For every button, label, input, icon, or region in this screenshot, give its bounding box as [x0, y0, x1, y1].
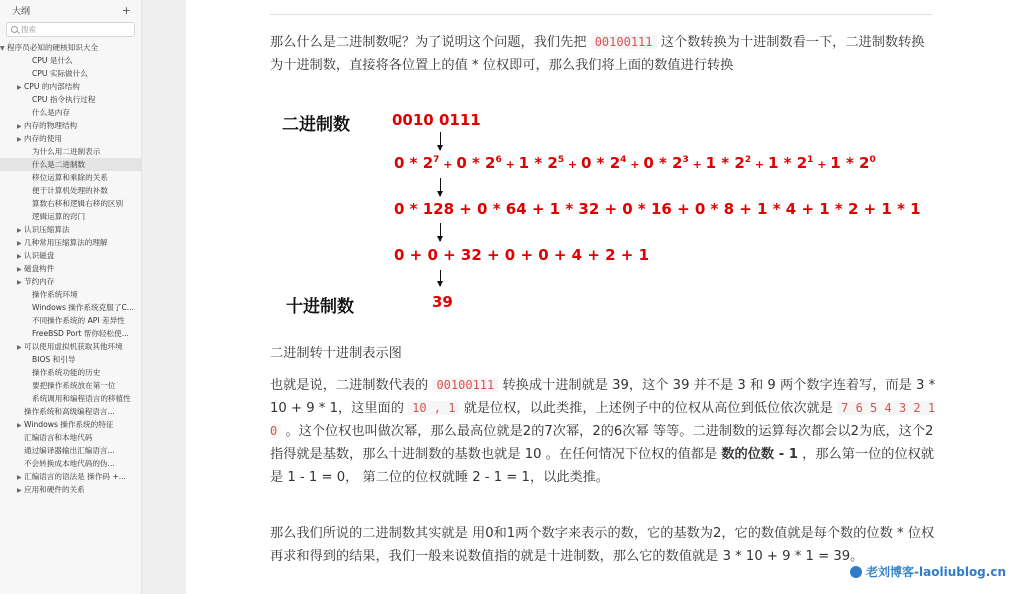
outline-item[interactable]	[0, 340, 141, 353]
outline-header	[0, 0, 141, 20]
outline-item[interactable]	[0, 483, 141, 496]
outline-item-label: 逻辑运算的窍门	[32, 212, 86, 221]
power-term-exponent: 1	[807, 155, 814, 165]
outline-item[interactable]	[0, 444, 141, 457]
power-term-separator: +	[501, 158, 519, 171]
outline-item[interactable]	[0, 314, 141, 327]
outline-item-label: 要把操作系统放在第一位	[32, 381, 116, 390]
outline-item[interactable]	[0, 288, 141, 301]
outline-item[interactable]	[0, 379, 141, 392]
power-term-base: 1 * 2	[705, 154, 745, 172]
outline-item[interactable]	[0, 158, 141, 171]
chevron-right-icon[interactable]: ▶	[17, 266, 22, 273]
arrow-down-icon	[440, 223, 441, 241]
outline-item-label: BIOS 和引导	[32, 355, 76, 364]
outline-item-label: 应用和硬件的关系	[24, 485, 85, 494]
outline-item-label: 认识磁盘	[24, 251, 55, 260]
outline-item[interactable]	[0, 210, 141, 223]
outline-sidebar	[0, 0, 142, 594]
power-term-base: 0 * 2	[394, 154, 434, 172]
divider	[270, 14, 932, 15]
outline-item[interactable]	[0, 457, 141, 470]
chevron-right-icon[interactable]: ▶	[17, 487, 22, 494]
power-term-separator: +	[688, 158, 706, 171]
outline-item-label: CPU 指令执行过程	[32, 95, 96, 104]
chevron-right-icon[interactable]: ▶	[17, 136, 22, 143]
para1-text-b: 这个数转换为十进制数看一下，二进制数转换为十进制数，直接将各位置上的值 * 位权即可，那么我们将上面的数值进行转换	[270, 35, 925, 73]
outline-item[interactable]	[0, 119, 141, 132]
search-icon	[11, 26, 18, 33]
power-term-separator: +	[813, 158, 831, 171]
power-term-separator: +	[626, 158, 644, 171]
para2-text-a: 也就是说，二进制数代表的	[270, 378, 429, 393]
binary-value: 0010 0111	[392, 111, 481, 129]
outline-item-label: Windows 操作系统克服了C...	[32, 303, 135, 312]
outline-item-label: 移位运算和乘除的关系	[32, 173, 108, 182]
outline-item-label: 汇编语言和本地代码	[24, 433, 93, 442]
power-term-exponent: 3	[682, 155, 689, 165]
outline-item-label: 操作系统环境	[32, 290, 78, 299]
chevron-right-icon[interactable]: ▶	[17, 227, 22, 234]
para2-text-d: 。这个位权也叫做次幂，那么最高位就是2的7次幂，2的6次幂 等等。二进制数的运算每次都会以2为底，这个2 指得就是基数，那么十进制数的基数也就是 10 。在任何情况下位权的值都是	[270, 424, 934, 462]
power-term-base: 1 * 2	[767, 154, 808, 172]
outline-item[interactable]	[0, 184, 141, 197]
outline-item[interactable]	[0, 301, 141, 314]
outline-item-label: CPU 实际做什么	[32, 69, 88, 78]
inline-code-positions: 7 6 5 4 3 2 1 0	[270, 401, 936, 438]
outline-item[interactable]	[0, 366, 141, 379]
power-term-separator: +	[751, 158, 768, 171]
outline-item[interactable]	[0, 54, 141, 67]
sum-row: 0 + 0 + 32 + 0 + 0 + 4 + 2 + 1	[394, 246, 650, 264]
power-term-separator: +	[439, 158, 457, 171]
outline-item-label: 算数右移和逻辑右移的区别	[32, 199, 124, 208]
outline-item[interactable]	[0, 236, 141, 249]
power-term	[519, 154, 581, 172]
outline-item-label: CPU 是什么	[32, 56, 73, 65]
outline-item[interactable]	[0, 405, 141, 418]
outline-item-label: Windows 操作系统的特征	[24, 420, 114, 429]
outline-item[interactable]	[0, 41, 141, 54]
outline-item-label: FreeBSD Port 帮你轻松使...	[32, 329, 129, 338]
para2-text-c: 就是位权，以此类推，上述例子中的位权从高位到低位依次就是	[463, 401, 833, 416]
outline-item-label: 内存的物理结构	[24, 121, 78, 130]
add-outline-button[interactable]: +	[121, 3, 131, 17]
search-placeholder: 搜索	[21, 25, 36, 34]
power-term	[830, 154, 875, 172]
outline-item[interactable]	[0, 353, 141, 366]
outline-item-label: 节约内存	[24, 277, 55, 286]
outline-item-label: CPU 的内部结构	[24, 82, 80, 91]
figure-caption: 二进制转十进制表示图	[270, 346, 402, 361]
outline-item-label: 什么是内存	[32, 108, 70, 117]
power-term-exponent: 6	[495, 155, 502, 165]
products-row: 0 * 128 + 0 * 64 + 1 * 32 + 0 * 16 + 0 * 8 + 1 * 4 + 1 * 2 + 1 * 1	[394, 200, 921, 218]
chevron-down-icon[interactable]: ▼	[0, 45, 5, 52]
outline-item-label: 什么是二进制数	[32, 160, 86, 169]
para2-text-b: 转换成十进制就是 39，这个 39 并不是 3 和 9 两个数字连着写，而是 3 * 10 + 9 * 1，这里面的	[270, 378, 936, 416]
outline-item[interactable]	[0, 197, 141, 210]
binary-to-decimal-diagram	[270, 96, 936, 326]
outline-item[interactable]	[0, 132, 141, 145]
outline-search-input[interactable]	[6, 22, 135, 37]
outline-item-label: 汇编语言的语法是 操作码 +...	[24, 472, 126, 481]
outline-title: 大纲	[12, 6, 31, 17]
outline-item[interactable]	[0, 431, 141, 444]
power-term	[456, 154, 518, 172]
outline-item-label: 不会转换成本地代码的伪...	[24, 459, 115, 468]
power-term	[643, 154, 705, 172]
outline-item-label: 为什么用二进制表示	[32, 147, 101, 156]
outline-item[interactable]	[0, 93, 141, 106]
chevron-right-icon[interactable]: ▶	[17, 84, 22, 91]
outline-item[interactable]	[0, 418, 141, 431]
outline-item-label: 可以使用虚拟机获取其他环境	[24, 342, 123, 351]
power-term-separator: +	[564, 158, 581, 171]
watermark-text: 老刘博客-laoliublog.cn	[866, 565, 1006, 579]
chevron-right-icon[interactable]: ▶	[17, 240, 22, 247]
power-term-exponent: 5	[557, 155, 565, 165]
watermark	[850, 563, 1006, 580]
inline-code-binary: 00100111	[591, 35, 657, 49]
inline-code-weights: 10 , 1	[408, 401, 459, 415]
outline-item[interactable]	[0, 327, 141, 340]
chevron-right-icon[interactable]: ▶	[17, 279, 22, 286]
power-term-exponent: 2	[744, 155, 752, 165]
arrow-down-icon	[440, 178, 441, 196]
outline-item-label: 操作系统和高级编程语言...	[24, 407, 115, 416]
outline-item-label: 系统调用和编程语言的移植性	[32, 394, 131, 403]
document-content	[186, 0, 1024, 594]
label-binary: 二进制数	[282, 115, 350, 135]
power-term-exponent: 4	[620, 155, 627, 165]
outline-item-label: 程序员必知的硬核知识大全	[7, 43, 99, 52]
power-term	[394, 154, 456, 172]
editor-gutter	[142, 0, 186, 594]
outline-item[interactable]	[0, 145, 141, 158]
outline-item-label: 磁盘构件	[24, 264, 55, 273]
outline-item-label: 不同操作系统的 API 差异性	[32, 316, 125, 325]
outline-item-label: 操作系统功能的历史	[32, 368, 101, 377]
outline-item[interactable]	[0, 262, 141, 275]
outline-item[interactable]	[0, 392, 141, 405]
decimal-value: 39	[432, 293, 453, 311]
outline-item[interactable]	[0, 171, 141, 184]
outline-item-label: 通过编译器输出汇编语言...	[24, 446, 115, 455]
intro-paragraph	[270, 31, 936, 77]
chevron-right-icon[interactable]: ▶	[17, 123, 22, 130]
powers-row	[394, 154, 876, 172]
chevron-right-icon[interactable]: ▶	[17, 422, 22, 429]
power-term	[581, 154, 643, 172]
chevron-right-icon[interactable]: ▶	[17, 344, 22, 351]
outline-item-label: 几种常用压缩算法的理解	[24, 238, 108, 247]
outline-item-label: 认识压缩算法	[24, 225, 70, 234]
outline-item[interactable]	[0, 106, 141, 119]
power-term	[768, 154, 830, 172]
inline-code-binary: 00100111	[432, 378, 498, 392]
explanation-paragraph	[270, 374, 936, 489]
para2-text-e: ，那么第一位的位权就是 1 - 1 = 0， 第二位的位权就睡 2 - 1 = 1，以此类推。	[270, 447, 935, 485]
outline-item[interactable]	[0, 223, 141, 236]
outline-item[interactable]	[0, 67, 141, 80]
para1-text-a: 那么什么是二进制数呢？为了说明这个问题，我们先把	[270, 35, 587, 50]
power-term-exponent: 7	[433, 155, 440, 165]
power-term-base: 1 * 2	[518, 154, 558, 172]
chevron-right-icon[interactable]: ▶	[17, 253, 22, 260]
para2-bold: 数的位数 - 1	[721, 447, 798, 462]
outline-list	[0, 41, 141, 496]
outline-item[interactable]	[0, 80, 141, 93]
arrow-down-icon	[440, 270, 441, 286]
power-term-base: 1 * 2	[830, 154, 870, 172]
outline-item-label: 内存的使用	[24, 134, 62, 143]
power-term	[706, 154, 768, 172]
outline-item[interactable]	[0, 275, 141, 288]
summary-paragraph: 那么我们所说的二进制数其实就是 用0和1两个数字来表示的数，它的基数为2，它的数值就是每个数的位数 * 位权再求和得到的结果，我们一般来说数值指的就是十进制数，那么它的数值就是 3 * 10 + 9 * 1 = 39。	[270, 526, 935, 564]
arrow-down-icon	[440, 132, 441, 150]
power-term-base: 0 * 2	[456, 154, 496, 172]
outline-item[interactable]	[0, 249, 141, 262]
power-term-exponent: 0	[869, 155, 876, 165]
outline-item-label: 便于计算机处理的补数	[32, 186, 108, 195]
label-decimal: 十进制数	[286, 297, 354, 317]
chevron-right-icon[interactable]: ▶	[17, 474, 22, 481]
power-term-base: 0 * 2	[643, 154, 683, 172]
power-term-base: 0 * 2	[580, 154, 621, 172]
watermark-logo-icon	[850, 566, 862, 578]
outline-item[interactable]	[0, 470, 141, 483]
